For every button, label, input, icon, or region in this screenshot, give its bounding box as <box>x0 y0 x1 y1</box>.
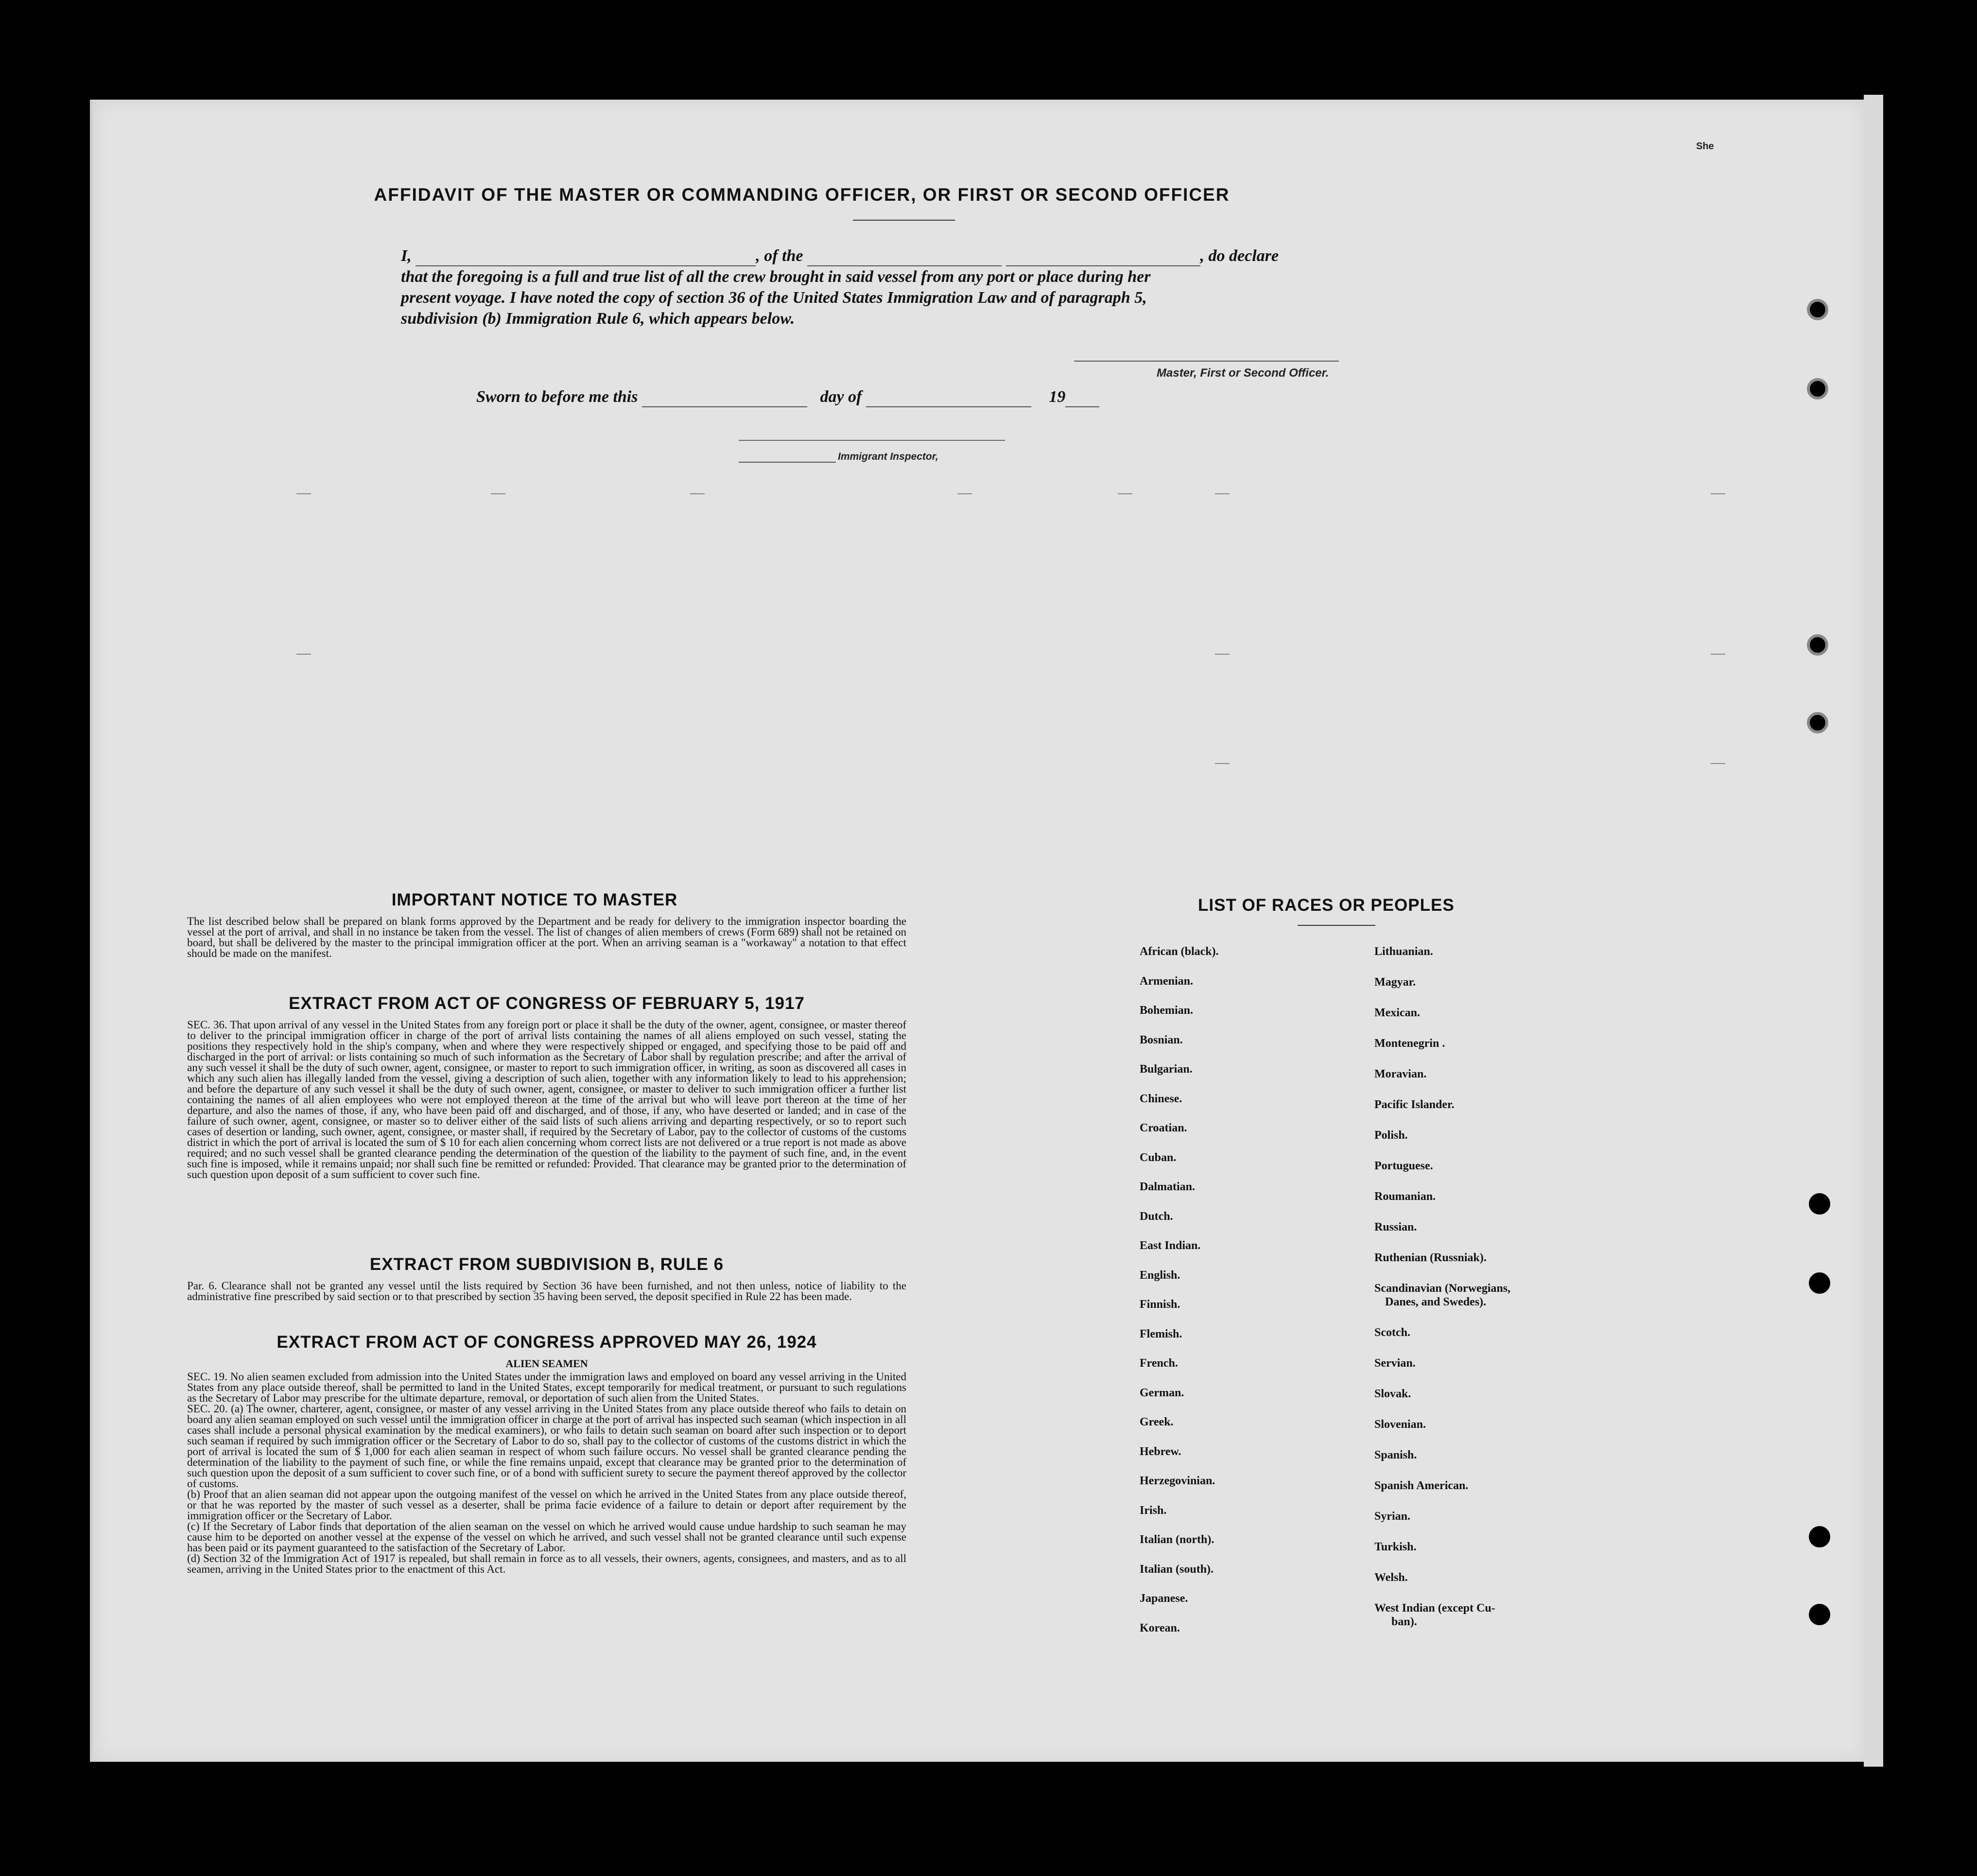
binder-hole <box>1809 1272 1830 1294</box>
race-item: Polish. <box>1374 1129 1408 1142</box>
inspector-caption-row <box>739 451 938 463</box>
affidavit-line2: that the foregoing is a full and true list of all the crew brought in said vessel from any port or place during her <box>401 268 1151 286</box>
ghost-dash <box>1215 654 1230 655</box>
extract-1924-sec20c: (c) If the Secretary of Labor finds that deportation of the alien seaman on the vessel on which he arrived would cause undue hardship to such seaman he may cause him to be deported on another vessel at the expense of the vessel on which he arrived, and such vessel shall not be granted clearance until such expense has been paid or its payment guaranteed to the satisfaction of the Secretary of Labor. <box>187 1520 906 1554</box>
race-item: Bosnian. <box>1140 1033 1183 1046</box>
race-item: Slovak. <box>1374 1388 1411 1400</box>
binding-strip <box>1864 95 1883 1767</box>
affidavit-line1 <box>401 245 1339 266</box>
race-item: Bohemian. <box>1140 1004 1194 1017</box>
race-item: Roumanian. <box>1374 1190 1436 1203</box>
race-item: Portuguese. <box>1374 1160 1433 1172</box>
ghost-dash <box>1711 763 1725 764</box>
binder-hole <box>1809 1193 1830 1215</box>
day-of-text: day of <box>820 388 862 406</box>
binder-hole <box>1807 712 1828 733</box>
binder-hole <box>1807 634 1828 656</box>
race-item: Flemish. <box>1140 1327 1182 1340</box>
race-item: Slovenian. <box>1374 1418 1426 1431</box>
races-title-underline <box>1298 925 1375 926</box>
affidavit-line4: subdivision (b) Immigration Rule 6, which appears below. <box>401 310 795 328</box>
extract-1924-text <box>187 1372 906 1575</box>
races-title: LIST OF RACES OR PEOPLES <box>1198 896 1455 915</box>
race-item: English. <box>1140 1268 1180 1282</box>
vessel-blank-1[interactable] <box>807 251 1002 266</box>
sworn-day-blank[interactable] <box>642 392 807 407</box>
sworn-line <box>476 386 1157 407</box>
sworn-text: Sworn to before me this <box>476 388 638 406</box>
race-item: African (black). <box>1140 945 1219 958</box>
binder-hole <box>1807 378 1828 400</box>
race-item: Armenian. <box>1140 974 1193 988</box>
race-item: East Indian. <box>1140 1239 1201 1252</box>
extract-1924-sec19: SEC. 19. No alien seamen excluded from admission into the United States under the immigration laws and employed on board any vessel arriving in the United States from any place outside thereof, shall be permitted to land in the United States, except temporarily for medical treatment, or pursuant to such regulations as the Secretary of Labor may prescribe for the ultimate departure, removal, or deportation of such alien from the United States. <box>187 1371 906 1404</box>
ghost-dash <box>296 654 311 655</box>
race-item: Japanese. <box>1140 1592 1188 1605</box>
race-item: Bulgarian. <box>1140 1063 1193 1076</box>
extract-1924-sec20d: (d) Section 32 of the Immigration Act of 1917 is repealed, but shall remain in force as to all vessels, their owners, agents, consignees, and masters, and as to all seamen, arriving in the United States prior to the enactment of this Act. <box>187 1552 906 1575</box>
ghost-dash <box>491 493 505 494</box>
year-text: 19 <box>1049 388 1066 406</box>
inspector-caption: Immigrant Inspector, <box>838 451 938 462</box>
extract-rule6-title: EXTRACT FROM SUBDIVISION B, RULE 6 <box>369 1255 724 1274</box>
sworn-month-blank[interactable] <box>866 392 1031 407</box>
race-item: Croatian. <box>1140 1122 1187 1134</box>
binder-hole <box>1809 1526 1830 1547</box>
race-item: Montenegrin . <box>1374 1037 1445 1050</box>
extract-1917-text: SEC. 36. That upon arrival of any vessel in the United States from any foreign port or place it shall be the duty of the owner, agent, consignee, or master thereof to deliver to the principal immigration officer in charge of the port of arrival lists containing the names of all aliens employed on such vessel, stating the positions they respectively hold in the ship's company, when and where they were respectively shipped or engaged, and specifying those to be paid off and discharged in the port of arrival: or lists containing so much of such information as the Secretary of Labor shall by regulation prescribe; and after the arrival of any such vessel it shall be the duty of such owner, agent, consignee, or master to report to such immigration officer, in writing, as soon as discovered all cases in which any such alien has illegally landed from the vessel, giving a description of such alien, together with any information likely to lead to his apprehension; and before the departure of any such vessel it shall be the duty of such owner, agent, consignee, or master to deliver to such immigration officer a further list containing the names of all alien employees who were not employed thereon at the time of the arrival but who will leave port thereon at the time of her departure, and also the names of those, if any, who have been paid off and discharged, and of those, if any, who have deserted or landed; and in case of the failure of such owner, agent, consignee, or master so to deliver either of the said lists of such aliens arriving and departing respectively, or so to report such cases of desertion or landing, such owner, agent, consignee, or master shall, if required by the Secretary of Labor, pay to the collector of customs of the customs district in which the port of arrival is located the sum of $ 10 for each alien concerning whom correct lists are not delivered or a true report is not made as above required; and no such vessel shall be granted clearance pending the determination of the question of the liability to the payment of such fine, and, in the event such fine is imposed, while it remains unpaid; nor shall such fine be remitted or refunded: Provided. That clearance may be granted prior to the determination of such question upon deposit of a sum sufficient to cover such fine. <box>187 1019 906 1181</box>
race-item: Korean. <box>1140 1621 1180 1634</box>
notice-text: The list described below shall be prepared on blank forms approved by the Department and be ready for delivery to the immigration inspector boarding the vessel at the port of arrival, and shall in no instance be taken from the vessel. The list of changes of alien members of crews (Form 689) shall not be retained on board, but shall be delivered by the master to the principal immigration officer at the port. When an arriving seaman is a "workaway" a notation to that effect should be made on the manifest. <box>187 915 906 959</box>
extract-1924-sec20b: (b) Proof that an alien seaman did not appear upon the outgoing manifest of the vessel on which he arrived in the United States from any place outside thereof, or that he was reported by the master of such vessel as a deserter, shall be prima facie evidence of a failure to detain or deport after requirement by the immigration officer or the Secretary of Labor. <box>187 1488 906 1522</box>
ghost-dash <box>1118 493 1132 494</box>
ghost-dash <box>1711 493 1725 494</box>
ghost-dash <box>296 493 311 494</box>
vessel-blank-2[interactable] <box>1006 251 1200 266</box>
extract-1924-title: EXTRACT FROM ACT OF CONGRESS APPROVED MAY 26, 1924 <box>277 1333 817 1352</box>
race-item: Spanish. <box>1374 1449 1417 1461</box>
race-item: Greek. <box>1140 1416 1174 1428</box>
race-item: Danes, and Swedes). <box>1385 1296 1487 1308</box>
extract-rule6-text: Par. 6. Clearance shall not be granted any vessel until the lists required by Section 36 have been furnished, and not then unless, notice of liability to the administrative fine prescribed by said section or to that prescribed by section 35 having been served, the deposit specified in Rule 22 has been made. <box>187 1280 906 1303</box>
race-item: ban). <box>1391 1615 1417 1628</box>
race-item: Chinese. <box>1140 1092 1182 1105</box>
race-item: Ruthenian (Russniak). <box>1374 1251 1487 1264</box>
race-item: Syrian. <box>1374 1510 1411 1523</box>
race-item: Spanish American. <box>1374 1479 1469 1492</box>
race-item: German. <box>1140 1386 1184 1399</box>
binder-hole <box>1807 299 1828 320</box>
year-blank[interactable] <box>1065 392 1099 407</box>
race-item: Magyar. <box>1374 976 1416 989</box>
binder-hole <box>1809 1604 1830 1625</box>
race-item: Scandinavian (Norwegians, <box>1374 1282 1511 1295</box>
notice-title: IMPORTANT NOTICE TO MASTER <box>391 890 678 909</box>
race-item: Moravian. <box>1374 1068 1427 1080</box>
ghost-dash <box>1215 763 1230 764</box>
race-item: Russian. <box>1374 1221 1417 1233</box>
race-item: Cuban. <box>1140 1151 1177 1164</box>
race-item: French. <box>1140 1357 1178 1370</box>
race-item: Pacific Islander. <box>1374 1098 1455 1111</box>
race-item: West Indian (except Cu- <box>1374 1602 1495 1615</box>
race-item: Turkish. <box>1374 1541 1417 1553</box>
ghost-dash <box>690 493 705 494</box>
ghost-dash <box>1711 654 1725 655</box>
inspector-blank[interactable] <box>739 454 836 463</box>
race-item: Welsh. <box>1374 1571 1408 1584</box>
race-item: Irish. <box>1140 1504 1167 1517</box>
extract-1917-title: EXTRACT FROM ACT OF CONGRESS OF FEBRUARY 5, 1917 <box>289 994 805 1013</box>
corner-mark: She <box>1696 141 1714 152</box>
signature-line[interactable] <box>1074 361 1339 362</box>
race-item: Finnish. <box>1140 1298 1180 1311</box>
affidavit-of-the: , of the <box>756 247 803 265</box>
ghost-dash <box>957 493 972 494</box>
race-item: Scotch. <box>1374 1326 1410 1339</box>
race-item: Lithuanian. <box>1374 945 1433 958</box>
affidavit-line3: present voyage. I have noted the copy of section 36 of the United States Immigration Law and of paragraph 5, <box>401 289 1147 307</box>
extract-1924-sec20a: SEC. 20. (a) The owner, charterer, agent, consignee, or master of any vessel arriving in the United States from any place outside thereof who fails to detain on board any alien seaman employed on such vessel until the immigration officer in charge at the port of arrival has inspected such seaman (which inspection in all cases shall include a personal physical examination by the medical examiners), or who fails to detain such seaman on board after such inspection or to deport such seaman if required by such immigration officer or the Secretary of Labor to do so, shall pay to the collector of customs of the customs district in which the port of arrival is located the sum of $ 1,000 for each alien seaman in respect of whom such failure occurs. No vessel shall be granted clearance pending the determination of the liability to the payment of such fine, or while the fine remains unpaid, except that clearance may be granted prior to the determination of such question upon the deposit of a sum sufficient to cover such fine, or of a bond with sufficient surety to secure the payment thereof approved by the collector of customs. <box>187 1403 906 1490</box>
race-item: Italian (north). <box>1140 1533 1214 1546</box>
inspector-signature-line[interactable] <box>739 440 1005 441</box>
race-item: Herzegovinian. <box>1140 1475 1215 1487</box>
affidavit-title: AFFIDAVIT OF THE MASTER OR COMMANDING OFFICER, OR FIRST OR SECOND OFFICER <box>374 185 1230 205</box>
affidavit-i: I, <box>401 247 412 265</box>
race-item: Servian. <box>1374 1357 1416 1370</box>
race-item: Mexican. <box>1374 1007 1420 1019</box>
signature-caption: Master, First or Second Officer. <box>1157 366 1329 380</box>
name-blank[interactable] <box>416 251 756 266</box>
race-item: Italian (south). <box>1140 1563 1214 1576</box>
race-item: Dalmatian. <box>1140 1181 1195 1193</box>
ghost-dash <box>1215 493 1230 494</box>
title-underline <box>853 220 955 221</box>
race-item: Dutch. <box>1140 1210 1173 1223</box>
affidavit-do-declare: , do declare <box>1200 247 1279 265</box>
extract-1924-subtitle: ALIEN SEAMEN <box>505 1357 588 1370</box>
race-item: Hebrew. <box>1140 1445 1181 1458</box>
